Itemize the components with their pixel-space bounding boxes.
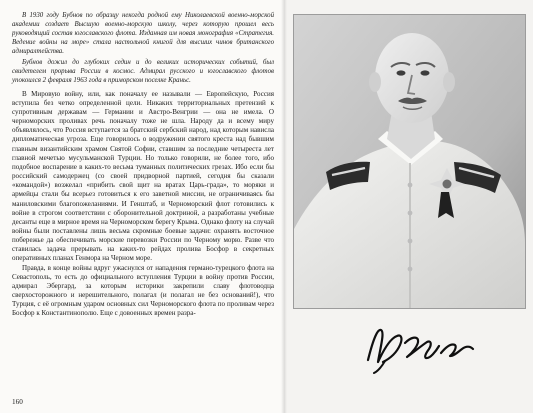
page-gutter <box>281 0 287 413</box>
intro-paragraph-2: Бубнов дожил до глубоких седин и до великих исторических событий, был свидетелем прорыва России в космос. Адмирал русского и югославского флотов упокоился 2 февраля 1963 года в приморском поселке Краньс. <box>12 58 274 84</box>
signature-mark <box>362 318 480 378</box>
page-number: 160 <box>12 398 23 406</box>
body-paragraph-2: Правда, в конце войны вдруг ужаснулся от нападения германо-турецкого флота на Севастополь, то есть до официального вступления Турции в войну против России, адмирал Эбергард, за которым историки закрепили славу флотоводца сверхосторожного и нерешительного, полагал (и полагал не без оснований!), что Турция, с её огромным ударом основных сил Черноморского флота по проливам через Босфор к Константинополю. Еще с довоенных времен разра- <box>12 263 274 318</box>
portrait-illustration <box>294 15 525 308</box>
intro-block <box>12 12 274 86</box>
signature <box>362 318 480 378</box>
intro-paragraph-1: В 1930 году Бубнов по образцу некогда родной ему Николаевской военно-морской академии создает Высшую военно-морскую школу, через которую прошел весь руководящий состав югославского флота. Изданная им новая монография «Стратегия. Ведение войны на море» стала настольной книгой для высших чинов британского адмиралтейства. <box>12 12 274 55</box>
main-text <box>12 90 274 319</box>
body-paragraph-1: В Мировую войну, или, как поначалу ее называли — Европейскую, Россия вступила без четко определенной цели. Никаких территориальных претензий к супротивным державам — Германии и Австро-Венгрии — она не имела. О черноморских проливах речь поначалу тоже не шла. Народу да и всему миру объявлялось, что Россия вступается за братский сербский народ, над которым нависла дипломатическая угроза. Еще говорилось о водружении святого креста над бывшим главным византийским храмом Святой Софии, ставшим за последние четыреста лет главной мечетью мусульманской Турции. Но только говорили, не более того, ибо подобное воспарение в каких-то весьма туманных политических грезах. Ибо если бы российский самодержец (со своей придворной партией, сегодня бы сказали «командой») возжелал «прибить свой щит на вратах Царь-града», то моряки и армейцы стали бы всерьез готовиться к его заветной миссии, не ограничиваясь бы маниловскими благопожеланиями. И Генштаб, и Черноморский флот готовились к войне в строгом соответствии с оборонительной доктриной, а разработаны учебные десанты еще в мирное время на Черноморском берегу Крыма. Однако флоту на случай войны были поставлены лишь весьма скромные боевые задачи: охранять восточное побережье да обеспечивать морские перевозки России по Черному морю. Разве что ставилась задача прерывать на каких-то рейдах пролива Босфор в секретных оперативных планах Генмора на Черном море. <box>12 89 274 263</box>
portrait-photo <box>293 14 526 309</box>
left-page-text <box>12 12 274 319</box>
